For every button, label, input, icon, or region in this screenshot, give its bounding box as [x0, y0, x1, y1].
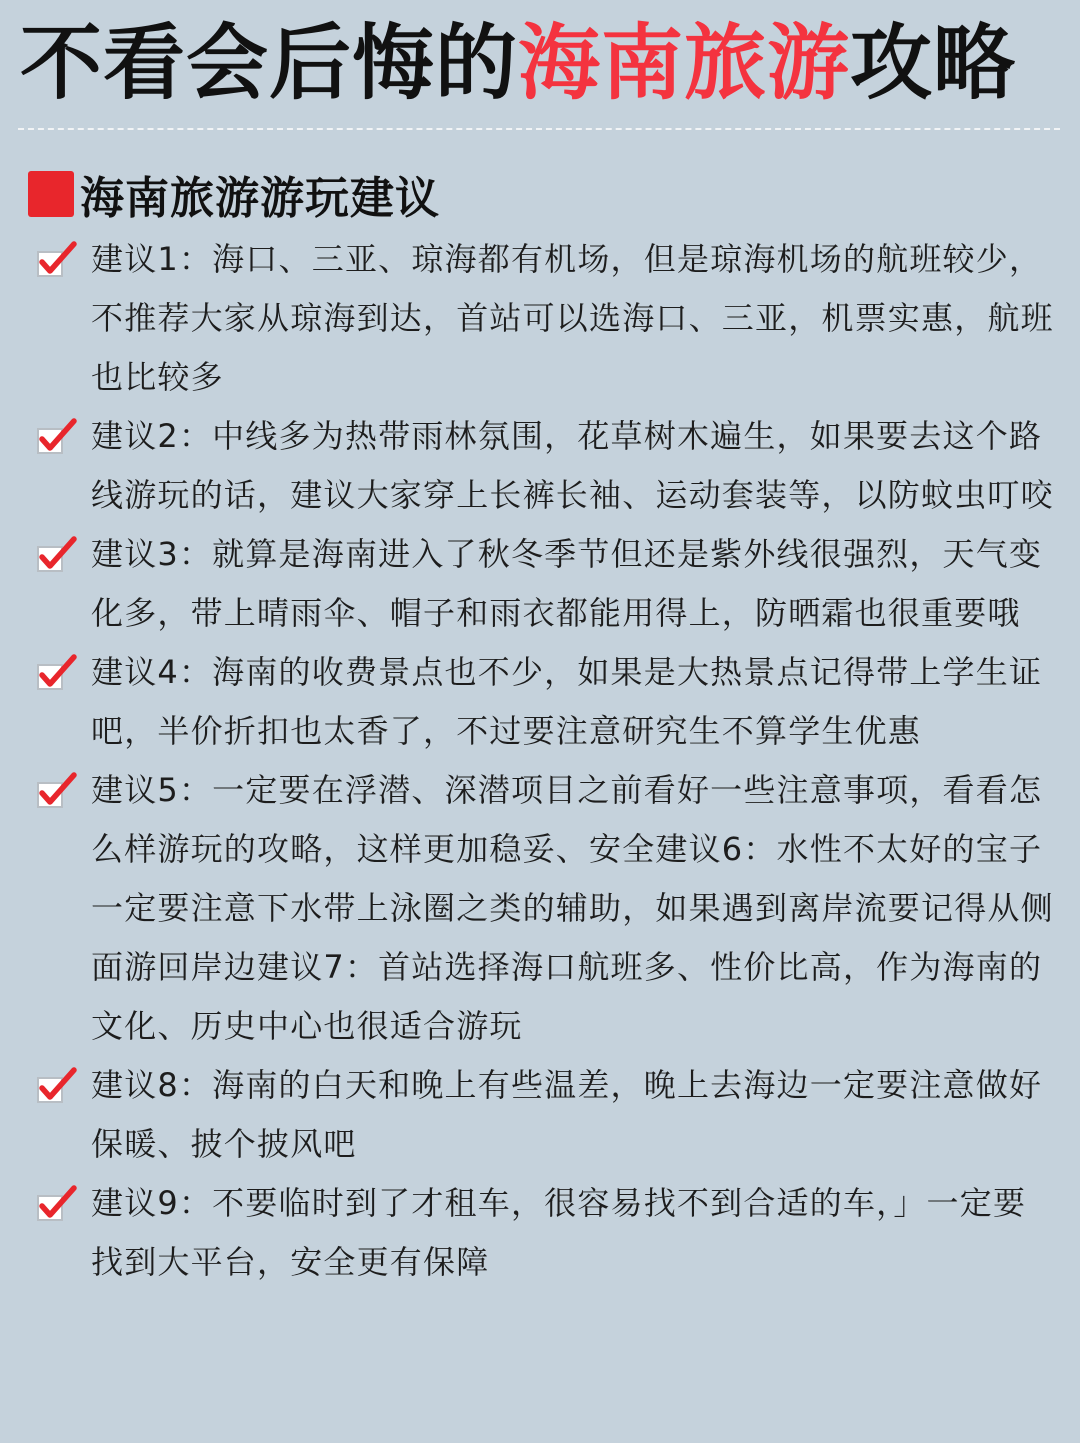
tip-text: 建议8：海南的白天和晚上有些温差，晚上去海边一定要注意做好保暖、披个披风吧 — [91, 1066, 1043, 1163]
page-title — [20, 14, 1070, 114]
tip-text: 建议2：中线多为热带雨林氛围，花草树木遍生，如果要去这个路线游玩的话，建议大家穿上长裤长袖、运动套装等，以防蚊虫叮咬 — [91, 417, 1054, 514]
tip-text: 建议9：不要临时到了才租车，很容易找不到合适的车，」一定要找到大平台，安全更有保障 — [91, 1184, 1027, 1281]
section-heading-text: 海南旅游游玩建议 — [80, 173, 440, 224]
tip-item — [36, 1174, 1056, 1292]
tip-item — [36, 1056, 1056, 1174]
tip-item — [36, 230, 1056, 407]
dashed-divider — [18, 128, 1060, 130]
title-highlight: 海南旅游 — [518, 16, 851, 111]
tip-item — [36, 525, 1056, 643]
checkbox-checked-icon — [36, 1066, 78, 1104]
checkbox-checked-icon — [36, 417, 78, 455]
checkbox-checked-icon — [36, 240, 78, 278]
tips-list — [36, 230, 1056, 1292]
tip-item — [36, 407, 1056, 525]
checkbox-checked-icon — [36, 1184, 78, 1222]
title-prefix: 不看会后悔的 — [20, 16, 519, 111]
checkbox-checked-icon — [36, 771, 78, 809]
checkbox-checked-icon — [36, 653, 78, 691]
tip-text: 建议1：海口、三亚、琼海都有机场，但是琼海机场的航班较少，不推荐大家从琼海到达，首站可以选海口、三亚，机票实惠，航班也比较多 — [91, 240, 1054, 396]
tip-text: 建议3：就算是海南进入了秋冬季节但还是紫外线很强烈，天气变化多，带上晴雨伞、帽子和雨衣都能用得上，防晒霜也很重要哦 — [91, 535, 1043, 632]
tip-text: 建议5：一定要在浮潜、深潜项目之前看好一些注意事项，看看怎么样游玩的攻略，这样更加稳妥、安全建议6：水性不太好的宝子一定要注意下水带上泳圈之类的辅助，如果遇到离岸流要记得从侧面游回岸边建议7：首站选择海口航班多、性价比高，作为海南的文化、历史中心也很适合游玩 — [91, 771, 1054, 1045]
title-suffix: 攻略 — [850, 16, 1017, 111]
red-square-icon — [28, 171, 74, 217]
checkbox-checked-icon — [36, 535, 78, 573]
section-heading — [28, 166, 440, 222]
tip-text: 建议4：海南的收费景点也不少，如果是大热景点记得带上学生证吧，半价折扣也太香了，不过要注意研究生不算学生优惠 — [91, 653, 1043, 750]
tip-item — [36, 643, 1056, 761]
tip-item — [36, 761, 1056, 1056]
